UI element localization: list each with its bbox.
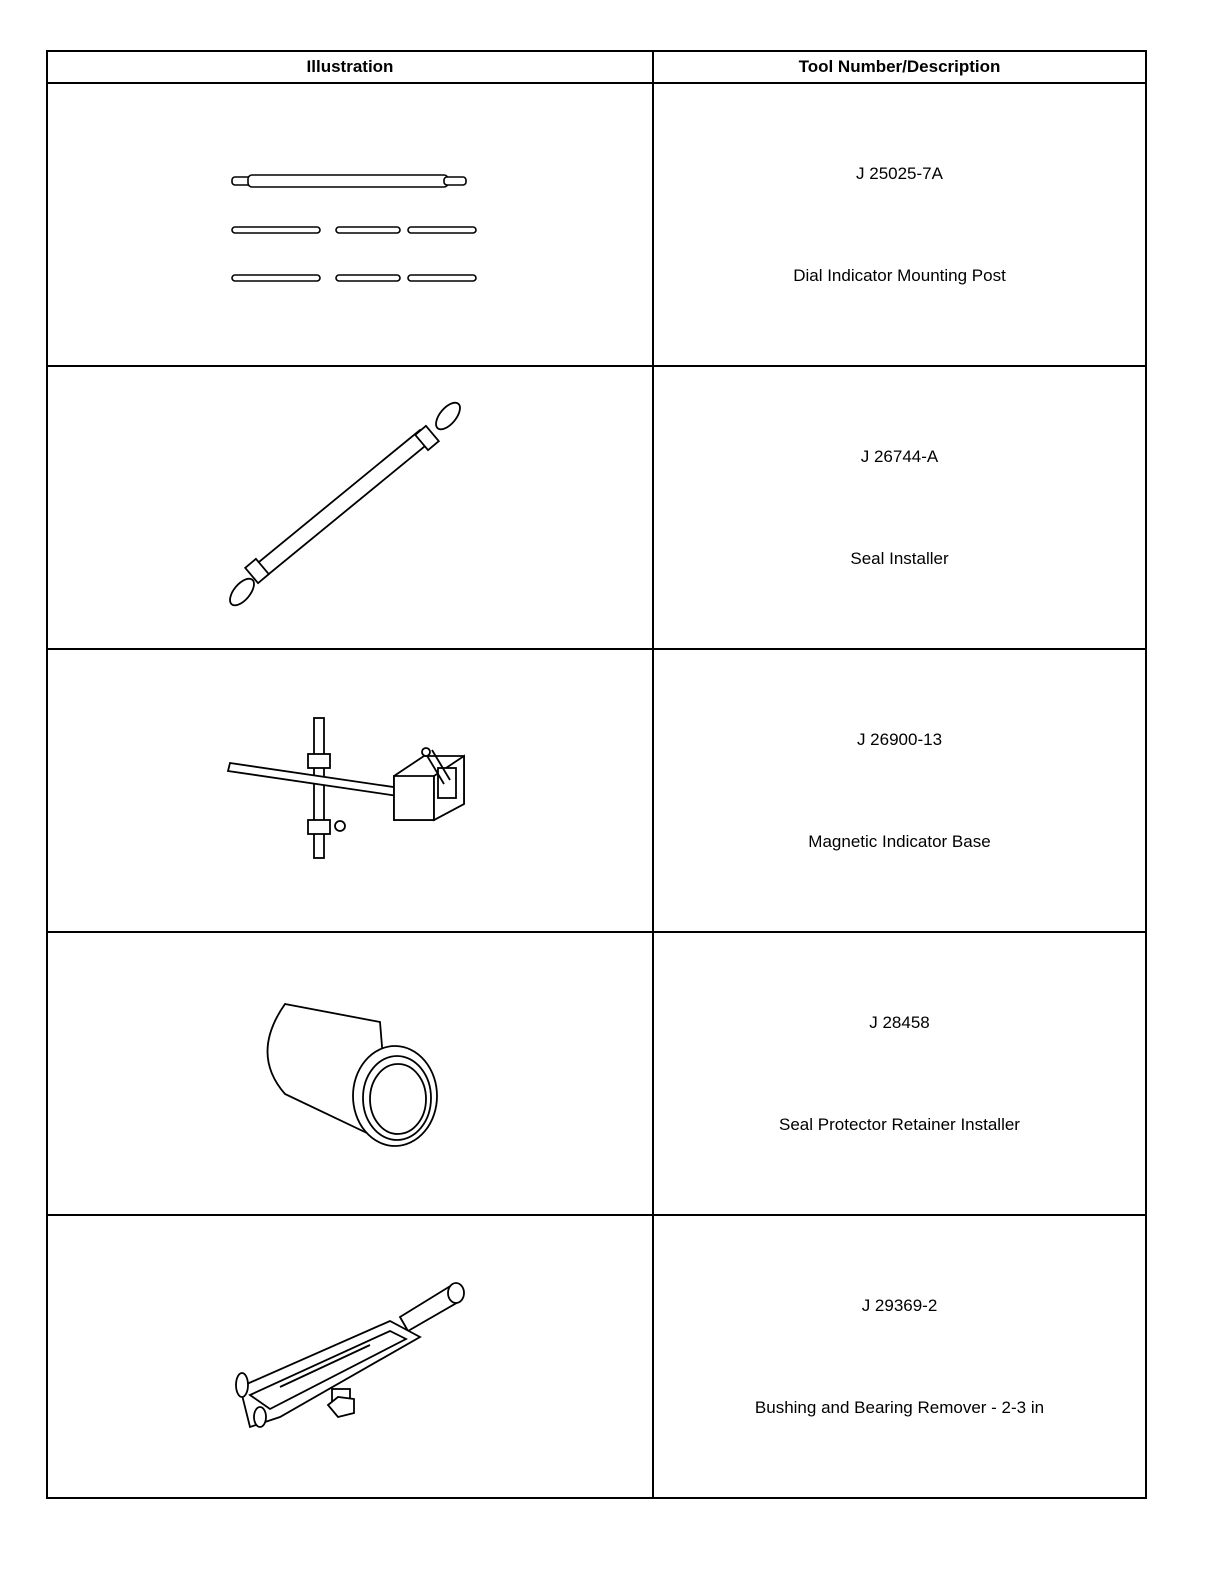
tool-description: Magnetic Indicator Base xyxy=(808,832,991,851)
tool-description: Bushing and Bearing Remover - 2-3 in xyxy=(754,1398,1045,1417)
description-cell xyxy=(653,932,1146,1215)
illustration-cell xyxy=(47,649,653,932)
special-tools-table xyxy=(46,50,1147,1499)
tool-description: Seal Protector Retainer Installer xyxy=(779,1115,1020,1134)
tool-number: J 26744-A xyxy=(860,447,939,466)
magnetic-base-icon xyxy=(220,716,480,866)
illustration-cell xyxy=(47,1215,653,1498)
seal-installer-icon xyxy=(220,398,480,618)
tool-number: J 26900-13 xyxy=(856,730,943,749)
mounting-posts-icon xyxy=(220,165,480,285)
description-cell xyxy=(653,649,1146,932)
header-tool-number: Tool Number/Description xyxy=(653,51,1146,83)
table-row xyxy=(47,1215,1146,1498)
table-row xyxy=(47,366,1146,649)
illustration-cell xyxy=(47,932,653,1215)
description-cell xyxy=(653,366,1146,649)
description-cell xyxy=(653,1215,1146,1498)
retainer-installer-icon xyxy=(240,994,460,1154)
table-row xyxy=(47,649,1146,932)
bearing-remover-icon xyxy=(220,1277,480,1437)
illustration-cell xyxy=(47,366,653,649)
table-row xyxy=(47,932,1146,1215)
description-cell xyxy=(653,83,1146,366)
illustration-cell xyxy=(47,83,653,366)
tool-number: J 28458 xyxy=(869,1013,930,1032)
tool-description: Dial Indicator Mounting Post xyxy=(793,266,1006,285)
tool-number: J 29369-2 xyxy=(861,1296,938,1315)
tool-number: J 25025-7A xyxy=(856,164,943,183)
header-row xyxy=(47,51,1146,83)
header-illustration: Illustration xyxy=(47,51,653,83)
tool-description: Seal Installer xyxy=(850,549,949,568)
table-row xyxy=(47,83,1146,366)
